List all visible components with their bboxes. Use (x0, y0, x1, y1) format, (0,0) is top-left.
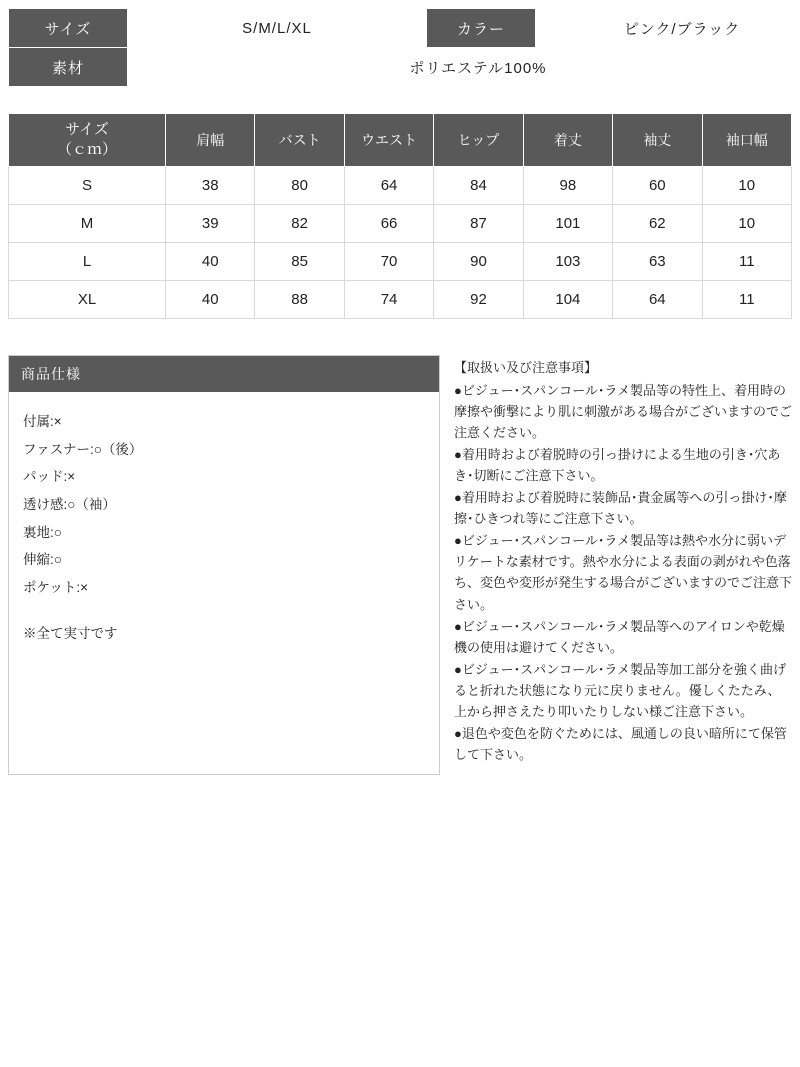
table-row (9, 205, 792, 243)
list-item: ポケット:× (23, 580, 88, 596)
size-row-label: M (9, 205, 166, 243)
size-cell: 88 (255, 281, 344, 319)
size-cell: 40 (166, 281, 255, 319)
care-instruction-item: ●ビジュー･スパンコール･ラメ製品等は熱や水分に弱いデリケートな素材です。熱や水分による表面の剥がれや色落ち、変色や変形が発生する場合がございますのでご注意下さい。 (454, 533, 793, 612)
table-row (9, 243, 792, 281)
size-cell: 62 (613, 205, 702, 243)
product-spec-body (9, 392, 439, 661)
size-cell: 63 (613, 243, 702, 281)
size-header-size (9, 114, 166, 167)
care-instruction-item: ●ビジュー･スパンコール･ラメ製品等の特性上、着用時の摩擦や衝撃により肌に刺激がある場合がございますのでご注意ください。 (454, 383, 793, 441)
size-cell: 11 (702, 243, 791, 281)
size-cell: 70 (344, 243, 433, 281)
care-instructions-title: 【取扱い及び注意事項】 (454, 360, 598, 375)
size-cell: 64 (613, 281, 702, 319)
size-cell: 39 (166, 205, 255, 243)
spec-value-size: S/M/L/XL (128, 9, 427, 48)
size-header-waist: ウエスト (344, 114, 433, 167)
size-cell: 40 (166, 243, 255, 281)
list-item: ファスナー:○（後） (23, 441, 143, 457)
size-cell: 74 (344, 281, 433, 319)
care-instruction-item: ●ビジュー･スパンコール･ラメ製品等へのアイロンや乾燥機の使用は避けてください。 (454, 618, 785, 655)
care-instruction-item: ●着用時および着脱時の引っ掛けによる生地の引き･穴あき･切断にご注意下さい。 (454, 447, 781, 484)
size-header-length: 着丈 (523, 114, 612, 167)
size-cell: 104 (523, 281, 612, 319)
size-header-hip: ヒップ (434, 114, 523, 167)
size-table-section (0, 87, 800, 319)
spec-label-size: サイズ (9, 9, 128, 48)
size-header-size-line1: サイズ (65, 120, 109, 138)
size-cell: 101 (523, 205, 612, 243)
care-instruction-item: ●退色や変色を防ぐためには、風通しの良い暗所にて保管して下さい。 (454, 725, 787, 762)
size-cell: 90 (434, 243, 523, 281)
size-cell: 84 (434, 167, 523, 205)
size-header-shoulder: 肩幅 (166, 114, 255, 167)
spec-value-material: ポリエステル100% (128, 48, 800, 87)
list-item: 裏地:○ (23, 524, 62, 540)
size-cell: 66 (344, 205, 433, 243)
product-spec-note: ※全て実寸です (23, 625, 118, 641)
size-cell: 87 (434, 205, 523, 243)
bottom-section (0, 319, 800, 775)
size-cell: 82 (255, 205, 344, 243)
size-cell: 60 (613, 167, 702, 205)
size-cell: 80 (255, 167, 344, 205)
size-header-size-line2: （ｃｍ） (56, 141, 117, 158)
size-cell: 85 (255, 243, 344, 281)
size-cell: 64 (344, 167, 433, 205)
size-cell: 10 (702, 205, 791, 243)
size-row-label: L (9, 243, 166, 281)
care-instruction-item: ●ビジュー･スパンコール･ラメ製品等加工部分を強く曲げると折れた状態になり元に戻りません。優しくたたみ、上から押さえたり叩いたりしない様ご注意下さい。 (454, 661, 786, 719)
care-instructions-panel (454, 355, 792, 766)
product-spec-panel (8, 355, 440, 775)
size-row-label: XL (9, 281, 166, 319)
spec-table (8, 8, 800, 87)
size-cell: 11 (702, 281, 791, 319)
product-spec-title: 商品仕様 (9, 356, 439, 392)
size-cell: 103 (523, 243, 612, 281)
spec-value-color: ピンク/ブラック (536, 9, 800, 48)
table-row (9, 167, 792, 205)
list-item: 付属:× (23, 414, 62, 429)
spec-table-section (0, 0, 800, 87)
table-row (9, 281, 792, 319)
size-table (8, 113, 792, 319)
size-cell: 98 (523, 167, 612, 205)
size-table-header-row (9, 114, 792, 167)
size-cell: 92 (434, 281, 523, 319)
table-row (9, 48, 800, 87)
size-cell: 38 (166, 167, 255, 205)
spec-label-color: カラー (427, 9, 536, 48)
list-item: 伸縮:○ (23, 552, 62, 568)
care-instruction-item: ●着用時および着脱時に装飾品･貴金属等への引っ掛け･摩擦･ひきつれ等にご注意下さい。 (454, 490, 787, 527)
size-row-label: S (9, 167, 166, 205)
size-header-cuff: 袖口幅 (702, 114, 791, 167)
size-header-bust: バスト (255, 114, 344, 167)
table-row (9, 9, 800, 48)
size-header-sleeve: 袖丈 (613, 114, 702, 167)
spec-label-material: 素材 (9, 48, 128, 87)
list-item: パッド:× (23, 469, 76, 485)
list-item: 透け感:○（袖） (23, 497, 116, 513)
size-cell: 10 (702, 167, 791, 205)
